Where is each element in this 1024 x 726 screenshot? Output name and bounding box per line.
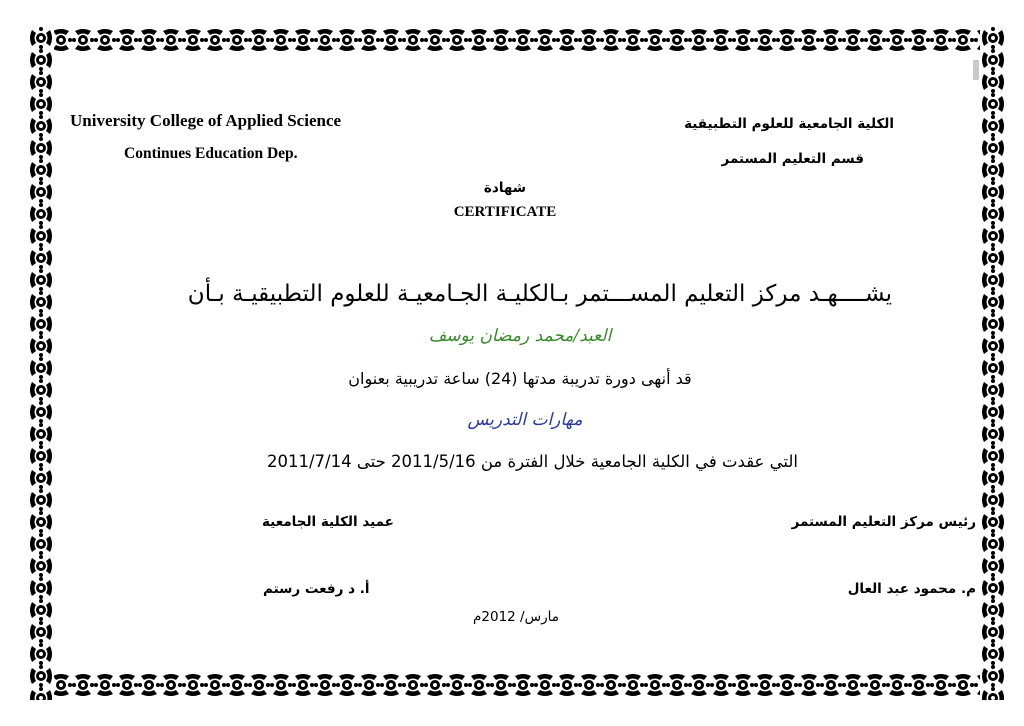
- certificate-title-en: CERTIFICATE: [453, 204, 557, 220]
- left-signatory-title: عميد الكلية الجامعية: [262, 514, 394, 530]
- left-signatory-name: أ. د رفعت رستم: [263, 581, 370, 597]
- department-name-ar: قسم التعليم المستمر: [721, 151, 864, 167]
- completed-course-line: قد أنهى دورة تدريبة مدتها (24) ساعة تدريبية بعنوان: [348, 369, 692, 388]
- ornamental-border-right: [980, 27, 1006, 700]
- right-signatory-name: م. محمود عبد العال: [847, 581, 976, 597]
- college-name-en: University College of Applied Science: [70, 111, 342, 130]
- certificate-title-ar: شهادة: [483, 180, 527, 196]
- testify-line: يشــــهـد مركز التعليم المســـتمر بـالكليـة الجـامعيـة للعلوم التطبيقيـة بـأن: [187, 281, 892, 307]
- college-name-ar: الكلية الجامعية للعلوم التطبيقية: [684, 116, 894, 132]
- ornamental-border-top: [28, 27, 1006, 53]
- recipient-name-handwritten: العبد/محمد رمضان يوسف: [428, 326, 612, 346]
- ornamental-border-left: [28, 27, 54, 700]
- scrollbar-thumb[interactable]: [973, 60, 979, 80]
- ornamental-border-bottom: [28, 672, 1006, 700]
- issue-date: مارس/ 2012م: [473, 609, 559, 625]
- department-name-en: Continues Education Dep.: [124, 145, 298, 162]
- course-period-line: التي عقدت في الكلية الجامعية خلال الفترة من 2011/5/16 حتى 2011/7/14: [266, 452, 798, 471]
- right-signatory-title: رئيس مركز التعليم المستمر: [791, 514, 976, 530]
- course-title-handwritten: مهارات التدريس: [467, 410, 583, 430]
